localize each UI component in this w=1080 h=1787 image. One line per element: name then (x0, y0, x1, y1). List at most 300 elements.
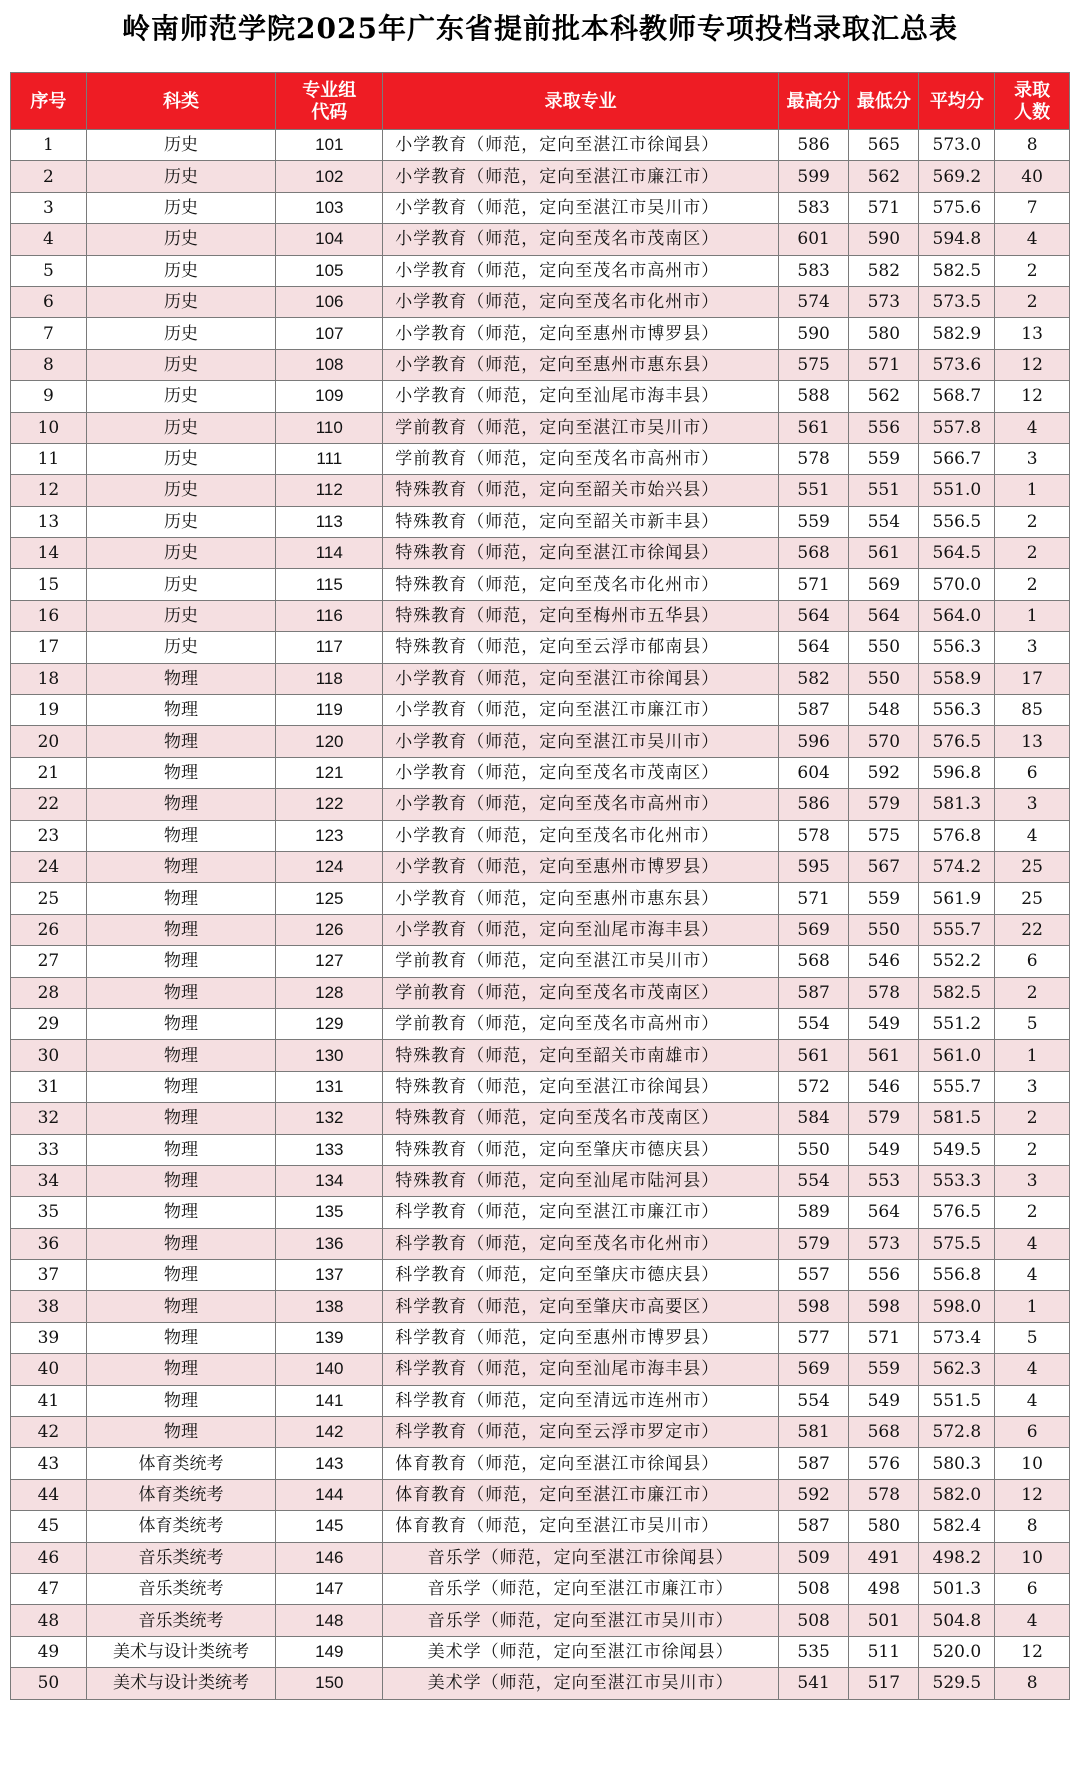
cell-min: 517 (849, 1668, 919, 1699)
cell-no: 44 (11, 1479, 87, 1510)
cell-major: 科学教育（师范，定向至汕尾市海丰县） (383, 1354, 779, 1385)
cell-count: 2 (995, 1103, 1070, 1134)
cell-no: 14 (11, 538, 87, 569)
cell-count: 2 (995, 255, 1070, 286)
cell-category: 物理 (86, 726, 276, 757)
table-row (11, 569, 1070, 600)
table-row (11, 506, 1070, 537)
cell-max: 588 (779, 381, 849, 412)
cell-min: 571 (849, 1322, 919, 1353)
cell-count: 1 (995, 1040, 1070, 1071)
cell-count: 17 (995, 663, 1070, 694)
cell-max: 595 (779, 851, 849, 882)
cell-group-code: 124 (276, 851, 383, 882)
cell-no: 49 (11, 1636, 87, 1667)
cell-category: 体育类统考 (86, 1511, 276, 1542)
cell-avg: 598.0 (919, 1291, 995, 1322)
cell-count: 3 (995, 789, 1070, 820)
table-row (11, 851, 1070, 882)
cell-major: 音乐学（师范，定向至湛江市廉江市） (383, 1573, 779, 1604)
cell-max: 587 (779, 1511, 849, 1542)
cell-group-code: 114 (276, 538, 383, 569)
cell-major: 特殊教育（师范，定向至韶关市始兴县） (383, 475, 779, 506)
cell-group-code: 127 (276, 946, 383, 977)
cell-category: 美术与设计类统考 (86, 1636, 276, 1667)
cell-no: 20 (11, 726, 87, 757)
cell-min: 554 (849, 506, 919, 537)
cell-major: 学前教育（师范，定向至湛江市吴川市） (383, 412, 779, 443)
cell-category: 物理 (86, 1165, 276, 1196)
cell-avg: 568.7 (919, 381, 995, 412)
cell-major: 科学教育（师范，定向至云浮市罗定市） (383, 1417, 779, 1448)
cell-max: 541 (779, 1668, 849, 1699)
cell-group-code: 101 (276, 130, 383, 161)
cell-avg: 576.5 (919, 726, 995, 757)
cell-max: 564 (779, 600, 849, 631)
table-row (11, 914, 1070, 945)
cell-group-code: 149 (276, 1636, 383, 1667)
cell-category: 物理 (86, 1291, 276, 1322)
cell-max: 578 (779, 443, 849, 474)
cell-avg: 564.5 (919, 538, 995, 569)
cell-avg: 558.9 (919, 663, 995, 694)
cell-min: 561 (849, 1040, 919, 1071)
cell-min: 556 (849, 412, 919, 443)
cell-no: 40 (11, 1354, 87, 1385)
cell-count: 12 (995, 349, 1070, 380)
cell-min: 582 (849, 255, 919, 286)
cell-group-code: 119 (276, 695, 383, 726)
cell-avg: 551.5 (919, 1385, 995, 1416)
cell-group-code: 135 (276, 1197, 383, 1228)
cell-group-code: 134 (276, 1165, 383, 1196)
cell-avg: 582.0 (919, 1479, 995, 1510)
cell-avg: 582.5 (919, 977, 995, 1008)
cell-min: 491 (849, 1542, 919, 1573)
table-row (11, 1385, 1070, 1416)
table-row (11, 632, 1070, 663)
cell-count: 1 (995, 1291, 1070, 1322)
cell-category: 物理 (86, 695, 276, 726)
cell-category: 物理 (86, 820, 276, 851)
cell-no: 15 (11, 569, 87, 600)
cell-max: 561 (779, 412, 849, 443)
cell-count: 8 (995, 1511, 1070, 1542)
cell-avg: 552.2 (919, 946, 995, 977)
cell-group-code: 131 (276, 1071, 383, 1102)
cell-avg: 573.6 (919, 349, 995, 380)
cell-avg: 561.9 (919, 883, 995, 914)
cell-no: 46 (11, 1542, 87, 1573)
cell-avg: 581.5 (919, 1103, 995, 1134)
table-row (11, 1134, 1070, 1165)
cell-major: 小学教育（师范，定向至茂名市高州市） (383, 255, 779, 286)
cell-count: 4 (995, 820, 1070, 851)
cell-no: 17 (11, 632, 87, 663)
cell-no: 16 (11, 600, 87, 631)
cell-group-code: 132 (276, 1103, 383, 1134)
cell-group-code: 109 (276, 381, 383, 412)
cell-min: 565 (849, 130, 919, 161)
cell-max: 587 (779, 695, 849, 726)
cell-category: 历史 (86, 412, 276, 443)
cell-min: 511 (849, 1636, 919, 1667)
cell-max: 578 (779, 820, 849, 851)
table-row (11, 224, 1070, 255)
cell-avg: 562.3 (919, 1354, 995, 1385)
cell-no: 50 (11, 1668, 87, 1699)
cell-group-code: 107 (276, 318, 383, 349)
cell-major: 特殊教育（师范，定向至梅州市五华县） (383, 600, 779, 631)
cell-count: 4 (995, 1605, 1070, 1636)
cell-no: 42 (11, 1417, 87, 1448)
cell-category: 音乐类统考 (86, 1605, 276, 1636)
table-row (11, 1322, 1070, 1353)
cell-group-code: 104 (276, 224, 383, 255)
cell-count: 12 (995, 1479, 1070, 1510)
cell-group-code: 121 (276, 757, 383, 788)
cell-avg: 556.3 (919, 632, 995, 663)
cell-no: 34 (11, 1165, 87, 1196)
cell-max: 568 (779, 946, 849, 977)
table-row (11, 1417, 1070, 1448)
cell-no: 19 (11, 695, 87, 726)
cell-min: 561 (849, 538, 919, 569)
cell-no: 29 (11, 1008, 87, 1039)
cell-min: 559 (849, 1354, 919, 1385)
cell-category: 物理 (86, 1385, 276, 1416)
cell-major: 科学教育（师范，定向至肇庆市高要区） (383, 1291, 779, 1322)
cell-max: 508 (779, 1605, 849, 1636)
cell-min: 570 (849, 726, 919, 757)
cell-category: 历史 (86, 286, 276, 317)
cell-max: 568 (779, 538, 849, 569)
cell-no: 13 (11, 506, 87, 537)
cell-min: 562 (849, 381, 919, 412)
cell-category: 物理 (86, 1008, 276, 1039)
cell-count: 3 (995, 632, 1070, 663)
cell-max: 589 (779, 1197, 849, 1228)
table-row (11, 412, 1070, 443)
cell-min: 571 (849, 349, 919, 380)
cell-min: 567 (849, 851, 919, 882)
cell-group-code: 102 (276, 161, 383, 192)
cell-group-code: 143 (276, 1448, 383, 1479)
cell-category: 物理 (86, 1260, 276, 1291)
cell-category: 物理 (86, 1322, 276, 1353)
cell-category: 体育类统考 (86, 1479, 276, 1510)
cell-category: 物理 (86, 1417, 276, 1448)
cell-count: 5 (995, 1008, 1070, 1039)
cell-max: 571 (779, 883, 849, 914)
cell-max: 584 (779, 1103, 849, 1134)
cell-major: 小学教育（师范，定向至湛江市吴川市） (383, 726, 779, 757)
cell-group-code: 117 (276, 632, 383, 663)
table-row (11, 538, 1070, 569)
cell-group-code: 106 (276, 286, 383, 317)
cell-no: 11 (11, 443, 87, 474)
cell-count: 25 (995, 883, 1070, 914)
cell-category: 美术与设计类统考 (86, 1668, 276, 1699)
cell-group-code: 146 (276, 1542, 383, 1573)
cell-no: 10 (11, 412, 87, 443)
cell-avg: 573.0 (919, 130, 995, 161)
table-row (11, 475, 1070, 506)
cell-no: 33 (11, 1134, 87, 1165)
cell-count: 6 (995, 1573, 1070, 1604)
cell-no: 2 (11, 161, 87, 192)
cell-max: 554 (779, 1385, 849, 1416)
cell-avg: 556.3 (919, 695, 995, 726)
cell-category: 音乐类统考 (86, 1573, 276, 1604)
cell-major: 小学教育（师范，定向至湛江市廉江市） (383, 161, 779, 192)
cell-max: 554 (779, 1008, 849, 1039)
cell-count: 13 (995, 318, 1070, 349)
cell-major: 小学教育（师范，定向至惠州市惠东县） (383, 883, 779, 914)
cell-no: 1 (11, 130, 87, 161)
cell-no: 18 (11, 663, 87, 694)
table-row (11, 1040, 1070, 1071)
cell-max: 590 (779, 318, 849, 349)
cell-avg: 575.6 (919, 192, 995, 223)
table-row (11, 1071, 1070, 1102)
cell-max: 508 (779, 1573, 849, 1604)
cell-min: 564 (849, 600, 919, 631)
cell-no: 9 (11, 381, 87, 412)
cell-category: 历史 (86, 569, 276, 600)
cell-count: 4 (995, 1354, 1070, 1385)
cell-category: 物理 (86, 1134, 276, 1165)
header-max: 最高分 (779, 73, 849, 130)
cell-category: 物理 (86, 789, 276, 820)
cell-avg: 504.8 (919, 1605, 995, 1636)
cell-max: 535 (779, 1636, 849, 1667)
cell-group-code: 136 (276, 1228, 383, 1259)
table-row (11, 381, 1070, 412)
cell-major: 音乐学（师范，定向至湛江市吴川市） (383, 1605, 779, 1636)
cell-count: 2 (995, 569, 1070, 600)
cell-count: 22 (995, 914, 1070, 945)
cell-no: 21 (11, 757, 87, 788)
cell-max: 587 (779, 1448, 849, 1479)
cell-avg: 575.5 (919, 1228, 995, 1259)
cell-group-code: 125 (276, 883, 383, 914)
cell-min: 573 (849, 1228, 919, 1259)
cell-count: 3 (995, 1071, 1070, 1102)
cell-group-code: 123 (276, 820, 383, 851)
cell-category: 物理 (86, 1040, 276, 1071)
cell-min: 551 (849, 475, 919, 506)
cell-count: 40 (995, 161, 1070, 192)
cell-major: 小学教育（师范，定向至湛江市徐闻县） (383, 130, 779, 161)
cell-min: 550 (849, 914, 919, 945)
cell-count: 12 (995, 381, 1070, 412)
cell-major: 小学教育（师范，定向至惠州市博罗县） (383, 318, 779, 349)
cell-major: 小学教育（师范，定向至茂名市化州市） (383, 820, 779, 851)
cell-min: 548 (849, 695, 919, 726)
cell-avg: 561.0 (919, 1040, 995, 1071)
cell-group-code: 148 (276, 1605, 383, 1636)
cell-max: 574 (779, 286, 849, 317)
cell-group-code: 108 (276, 349, 383, 380)
cell-category: 历史 (86, 349, 276, 380)
cell-major: 科学教育（师范，定向至肇庆市德庆县） (383, 1260, 779, 1291)
cell-major: 小学教育（师范，定向至惠州市惠东县） (383, 349, 779, 380)
cell-category: 物理 (86, 1228, 276, 1259)
cell-category: 物理 (86, 851, 276, 882)
cell-min: 549 (849, 1008, 919, 1039)
table-row (11, 1605, 1070, 1636)
cell-max: 551 (779, 475, 849, 506)
cell-avg: 549.5 (919, 1134, 995, 1165)
cell-category: 物理 (86, 663, 276, 694)
cell-group-code: 145 (276, 1511, 383, 1542)
cell-max: 569 (779, 1354, 849, 1385)
cell-min: 501 (849, 1605, 919, 1636)
cell-avg: 572.8 (919, 1417, 995, 1448)
cell-major: 体育教育（师范，定向至湛江市廉江市） (383, 1479, 779, 1510)
cell-avg: 582.9 (919, 318, 995, 349)
cell-min: 550 (849, 663, 919, 694)
table-row (11, 349, 1070, 380)
table-row (11, 286, 1070, 317)
table-row (11, 1668, 1070, 1699)
cell-no: 48 (11, 1605, 87, 1636)
table-row (11, 161, 1070, 192)
cell-min: 598 (849, 1291, 919, 1322)
cell-group-code: 128 (276, 977, 383, 1008)
page-title: 岭南师范学院2025年广东省提前批本科教师专项投档录取汇总表 (122, 12, 958, 45)
table-row (11, 1636, 1070, 1667)
table-row (11, 1165, 1070, 1196)
cell-major: 音乐学（师范，定向至湛江市徐闻县） (383, 1542, 779, 1573)
cell-category: 历史 (86, 224, 276, 255)
cell-count: 6 (995, 946, 1070, 977)
cell-group-code: 150 (276, 1668, 383, 1699)
cell-max: 581 (779, 1417, 849, 1448)
cell-major: 特殊教育（师范，定向至云浮市郁南县） (383, 632, 779, 663)
cell-count: 7 (995, 192, 1070, 223)
cell-count: 2 (995, 1134, 1070, 1165)
cell-min: 562 (849, 161, 919, 192)
cell-max: 579 (779, 1228, 849, 1259)
cell-group-code: 113 (276, 506, 383, 537)
table-row (11, 1008, 1070, 1039)
cell-max: 583 (779, 192, 849, 223)
cell-avg: 580.3 (919, 1448, 995, 1479)
cell-avg: 594.8 (919, 224, 995, 255)
cell-major: 特殊教育（师范，定向至汕尾市陆河县） (383, 1165, 779, 1196)
cell-max: 592 (779, 1479, 849, 1510)
table-row (11, 130, 1070, 161)
cell-major: 特殊教育（师范，定向至韶关市新丰县） (383, 506, 779, 537)
table-row (11, 1573, 1070, 1604)
cell-count: 3 (995, 1165, 1070, 1196)
cell-major: 特殊教育（师范，定向至湛江市徐闻县） (383, 1071, 779, 1102)
cell-avg: 574.2 (919, 851, 995, 882)
cell-min: 553 (849, 1165, 919, 1196)
cell-category: 物理 (86, 1354, 276, 1385)
cell-count: 2 (995, 1197, 1070, 1228)
cell-avg: 555.7 (919, 914, 995, 945)
cell-no: 39 (11, 1322, 87, 1353)
cell-avg: 582.5 (919, 255, 995, 286)
table-row (11, 946, 1070, 977)
cell-no: 6 (11, 286, 87, 317)
cell-group-code: 118 (276, 663, 383, 694)
cell-no: 5 (11, 255, 87, 286)
cell-max: 598 (779, 1291, 849, 1322)
table-row (11, 789, 1070, 820)
cell-count: 10 (995, 1448, 1070, 1479)
header-avg: 平均分 (919, 73, 995, 130)
cell-no: 24 (11, 851, 87, 882)
cell-max: 559 (779, 506, 849, 537)
cell-no: 43 (11, 1448, 87, 1479)
cell-major: 特殊教育（师范，定向至肇庆市德庆县） (383, 1134, 779, 1165)
cell-min: 571 (849, 192, 919, 223)
cell-category: 体育类统考 (86, 1448, 276, 1479)
cell-group-code: 111 (276, 443, 383, 474)
cell-min: 569 (849, 569, 919, 600)
cell-min: 550 (849, 632, 919, 663)
cell-category: 历史 (86, 318, 276, 349)
table-row (11, 600, 1070, 631)
cell-max: 550 (779, 1134, 849, 1165)
cell-count: 2 (995, 506, 1070, 537)
cell-avg: 556.8 (919, 1260, 995, 1291)
header-count-text: 录取人数 (1014, 80, 1051, 122)
cell-min: 592 (849, 757, 919, 788)
cell-no: 28 (11, 977, 87, 1008)
cell-major: 特殊教育（师范，定向至韶关市南雄市） (383, 1040, 779, 1071)
table-header (11, 73, 1070, 130)
cell-major: 特殊教育（师范，定向至茂名市茂南区） (383, 1103, 779, 1134)
cell-no: 22 (11, 789, 87, 820)
header-group-code (276, 73, 383, 130)
cell-no: 7 (11, 318, 87, 349)
cell-min: 573 (849, 286, 919, 317)
cell-group-code: 105 (276, 255, 383, 286)
cell-no: 35 (11, 1197, 87, 1228)
cell-major: 体育教育（师范，定向至湛江市徐闻县） (383, 1448, 779, 1479)
cell-min: 564 (849, 1197, 919, 1228)
cell-major: 小学教育（师范，定向至湛江市吴川市） (383, 192, 779, 223)
cell-count: 4 (995, 1260, 1070, 1291)
cell-major: 小学教育（师范，定向至惠州市博罗县） (383, 851, 779, 882)
cell-major: 学前教育（师范，定向至茂名市高州市） (383, 1008, 779, 1039)
cell-group-code: 129 (276, 1008, 383, 1039)
cell-avg: 582.4 (919, 1511, 995, 1542)
cell-avg: 596.8 (919, 757, 995, 788)
admissions-table (10, 72, 1070, 1700)
cell-min: 498 (849, 1573, 919, 1604)
cell-category: 历史 (86, 130, 276, 161)
table-row (11, 820, 1070, 851)
cell-category: 物理 (86, 914, 276, 945)
cell-count: 6 (995, 1417, 1070, 1448)
cell-group-code: 103 (276, 192, 383, 223)
header-min: 最低分 (849, 73, 919, 130)
cell-major: 小学教育（师范，定向至汕尾市海丰县） (383, 381, 779, 412)
table-row (11, 1197, 1070, 1228)
cell-category: 历史 (86, 443, 276, 474)
cell-count: 2 (995, 286, 1070, 317)
cell-category: 物理 (86, 1071, 276, 1102)
cell-no: 30 (11, 1040, 87, 1071)
cell-avg: 498.2 (919, 1542, 995, 1573)
cell-group-code: 115 (276, 569, 383, 600)
